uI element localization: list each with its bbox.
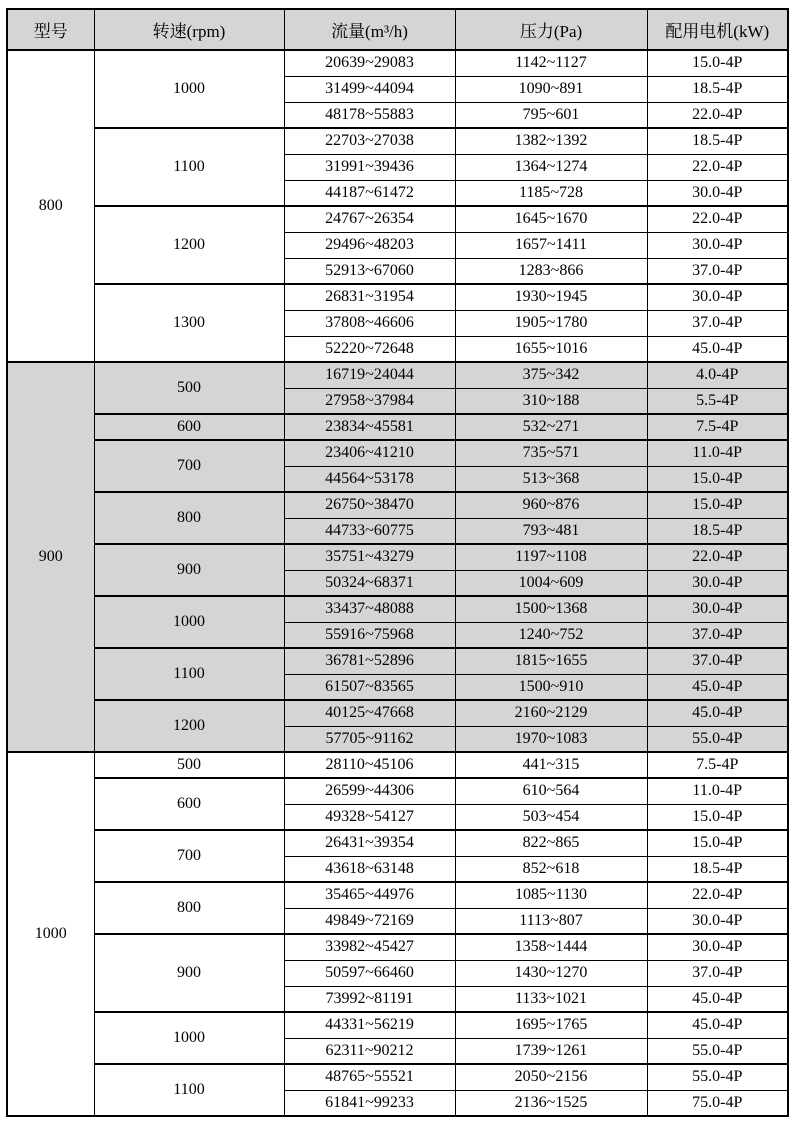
- table-body: [7, 50, 788, 1116]
- pressure-cell: 795~601: [455, 102, 647, 128]
- flow-cell: 22703~27038: [284, 128, 455, 154]
- flow-cell: 50324~68371: [284, 570, 455, 596]
- motor-cell: 45.0-4P: [647, 700, 788, 726]
- table-row: [7, 362, 788, 388]
- pressure-cell: 1500~910: [455, 674, 647, 700]
- pressure-cell: 1739~1261: [455, 1038, 647, 1064]
- pressure-cell: 610~564: [455, 778, 647, 804]
- motor-cell: 75.0-4P: [647, 1090, 788, 1116]
- table-row: [7, 1012, 788, 1038]
- speed-cell: 800: [94, 882, 284, 934]
- model-cell: 1000: [7, 752, 94, 1116]
- motor-cell: 22.0-4P: [647, 206, 788, 232]
- motor-cell: 45.0-4P: [647, 1012, 788, 1038]
- pressure-cell: 1358~1444: [455, 934, 647, 960]
- flow-cell: 61841~99233: [284, 1090, 455, 1116]
- motor-cell: 15.0-4P: [647, 466, 788, 492]
- flow-cell: 29496~48203: [284, 232, 455, 258]
- motor-cell: 45.0-4P: [647, 674, 788, 700]
- motor-cell: 15.0-4P: [647, 492, 788, 518]
- pressure-cell: 793~481: [455, 518, 647, 544]
- flow-cell: 27958~37984: [284, 388, 455, 414]
- pressure-cell: 2160~2129: [455, 700, 647, 726]
- table-header: [7, 9, 788, 50]
- motor-cell: 22.0-4P: [647, 544, 788, 570]
- speed-cell: 1100: [94, 1064, 284, 1116]
- flow-cell: 26431~39354: [284, 830, 455, 856]
- motor-cell: 37.0-4P: [647, 648, 788, 674]
- pressure-cell: 1500~1368: [455, 596, 647, 622]
- pressure-cell: 1090~891: [455, 76, 647, 102]
- flow-cell: 26831~31954: [284, 284, 455, 310]
- flow-cell: 31499~44094: [284, 76, 455, 102]
- motor-cell: 22.0-4P: [647, 154, 788, 180]
- header-cell-model: 型号: [7, 9, 94, 50]
- pressure-cell: 1930~1945: [455, 284, 647, 310]
- motor-cell: 4.0-4P: [647, 362, 788, 388]
- table-row: [7, 206, 788, 232]
- motor-cell: 30.0-4P: [647, 596, 788, 622]
- motor-cell: 30.0-4P: [647, 284, 788, 310]
- pressure-cell: 822~865: [455, 830, 647, 856]
- flow-cell: 44564~53178: [284, 466, 455, 492]
- table-row: [7, 700, 788, 726]
- table-row: [7, 414, 788, 440]
- pressure-cell: 375~342: [455, 362, 647, 388]
- pressure-cell: 1240~752: [455, 622, 647, 648]
- speed-cell: 1200: [94, 700, 284, 752]
- pressure-cell: 1197~1108: [455, 544, 647, 570]
- flow-cell: 35751~43279: [284, 544, 455, 570]
- table-row: [7, 882, 788, 908]
- header-cell-flow: 流量(m³/h): [284, 9, 455, 50]
- flow-cell: 37808~46606: [284, 310, 455, 336]
- motor-cell: 11.0-4P: [647, 440, 788, 466]
- motor-cell: 37.0-4P: [647, 622, 788, 648]
- pressure-cell: 513~368: [455, 466, 647, 492]
- flow-cell: 50597~66460: [284, 960, 455, 986]
- flow-cell: 23834~45581: [284, 414, 455, 440]
- pressure-cell: 1645~1670: [455, 206, 647, 232]
- flow-cell: 44331~56219: [284, 1012, 455, 1038]
- motor-cell: 11.0-4P: [647, 778, 788, 804]
- pressure-cell: 1905~1780: [455, 310, 647, 336]
- table-row: [7, 284, 788, 310]
- flow-cell: 20639~29083: [284, 50, 455, 76]
- flow-cell: 40125~47668: [284, 700, 455, 726]
- motor-cell: 37.0-4P: [647, 960, 788, 986]
- pressure-cell: 503~454: [455, 804, 647, 830]
- speed-cell: 900: [94, 544, 284, 596]
- table-row: [7, 934, 788, 960]
- pressure-cell: 1142~1127: [455, 50, 647, 76]
- motor-cell: 18.5-4P: [647, 128, 788, 154]
- table-row: [7, 1064, 788, 1090]
- flow-cell: 23406~41210: [284, 440, 455, 466]
- motor-cell: 18.5-4P: [647, 76, 788, 102]
- flow-cell: 73992~81191: [284, 986, 455, 1012]
- pressure-cell: 1657~1411: [455, 232, 647, 258]
- pressure-cell: 735~571: [455, 440, 647, 466]
- motor-cell: 55.0-4P: [647, 726, 788, 752]
- pressure-cell: 1133~1021: [455, 986, 647, 1012]
- flow-cell: 35465~44976: [284, 882, 455, 908]
- speed-cell: 1200: [94, 206, 284, 284]
- table-row: [7, 50, 788, 76]
- flow-cell: 44733~60775: [284, 518, 455, 544]
- motor-cell: 7.5-4P: [647, 414, 788, 440]
- motor-cell: 15.0-4P: [647, 50, 788, 76]
- table-row: [7, 778, 788, 804]
- flow-cell: 33982~45427: [284, 934, 455, 960]
- pressure-cell: 310~188: [455, 388, 647, 414]
- speed-cell: 1000: [94, 596, 284, 648]
- speed-cell: 700: [94, 440, 284, 492]
- motor-cell: 37.0-4P: [647, 310, 788, 336]
- pressure-cell: 960~876: [455, 492, 647, 518]
- pressure-cell: 1364~1274: [455, 154, 647, 180]
- flow-cell: 52913~67060: [284, 258, 455, 284]
- flow-cell: 26750~38470: [284, 492, 455, 518]
- flow-cell: 43618~63148: [284, 856, 455, 882]
- motor-cell: 55.0-4P: [647, 1064, 788, 1090]
- speed-cell: 1300: [94, 284, 284, 362]
- pressure-cell: 1085~1130: [455, 882, 647, 908]
- motor-cell: 18.5-4P: [647, 856, 788, 882]
- flow-cell: 44187~61472: [284, 180, 455, 206]
- flow-cell: 16719~24044: [284, 362, 455, 388]
- speed-cell: 700: [94, 830, 284, 882]
- speed-cell: 600: [94, 414, 284, 440]
- motor-cell: 22.0-4P: [647, 102, 788, 128]
- spec-table: [6, 8, 789, 1117]
- speed-cell: 800: [94, 492, 284, 544]
- speed-cell: 1100: [94, 128, 284, 206]
- flow-cell: 31991~39436: [284, 154, 455, 180]
- speed-cell: 1000: [94, 1012, 284, 1064]
- speed-cell: 1000: [94, 50, 284, 128]
- motor-cell: 15.0-4P: [647, 830, 788, 856]
- pressure-cell: 1113~807: [455, 908, 647, 934]
- table-row: [7, 596, 788, 622]
- flow-cell: 49849~72169: [284, 908, 455, 934]
- motor-cell: 18.5-4P: [647, 518, 788, 544]
- header-cell-motor: 配用电机(kW): [647, 9, 788, 50]
- flow-cell: 48765~55521: [284, 1064, 455, 1090]
- table-row: [7, 492, 788, 518]
- header-cell-pressure: 压力(Pa): [455, 9, 647, 50]
- table-row: [7, 752, 788, 778]
- flow-cell: 36781~52896: [284, 648, 455, 674]
- table-row: [7, 440, 788, 466]
- flow-cell: 49328~54127: [284, 804, 455, 830]
- speed-cell: 600: [94, 778, 284, 830]
- flow-cell: 57705~91162: [284, 726, 455, 752]
- pressure-cell: 1970~1083: [455, 726, 647, 752]
- flow-cell: 28110~45106: [284, 752, 455, 778]
- speed-cell: 500: [94, 362, 284, 414]
- header-cell-speed: 转速(rpm): [94, 9, 284, 50]
- flow-cell: 33437~48088: [284, 596, 455, 622]
- motor-cell: 30.0-4P: [647, 180, 788, 206]
- pressure-cell: 1382~1392: [455, 128, 647, 154]
- speed-cell: 500: [94, 752, 284, 778]
- motor-cell: 55.0-4P: [647, 1038, 788, 1064]
- pressure-cell: 1283~866: [455, 258, 647, 284]
- pressure-cell: 1185~728: [455, 180, 647, 206]
- motor-cell: 30.0-4P: [647, 570, 788, 596]
- flow-cell: 55916~75968: [284, 622, 455, 648]
- flow-cell: 48178~55883: [284, 102, 455, 128]
- motor-cell: 45.0-4P: [647, 336, 788, 362]
- speed-cell: 1100: [94, 648, 284, 700]
- pressure-cell: 2136~1525: [455, 1090, 647, 1116]
- model-cell: 800: [7, 50, 94, 362]
- pressure-cell: 1695~1765: [455, 1012, 647, 1038]
- motor-cell: 30.0-4P: [647, 232, 788, 258]
- flow-cell: 26599~44306: [284, 778, 455, 804]
- motor-cell: 22.0-4P: [647, 882, 788, 908]
- flow-cell: 61507~83565: [284, 674, 455, 700]
- motor-cell: 15.0-4P: [647, 804, 788, 830]
- model-cell: 900: [7, 362, 94, 752]
- pressure-cell: 441~315: [455, 752, 647, 778]
- pressure-cell: 852~618: [455, 856, 647, 882]
- motor-cell: 30.0-4P: [647, 908, 788, 934]
- pressure-cell: 532~271: [455, 414, 647, 440]
- pressure-cell: 1004~609: [455, 570, 647, 596]
- flow-cell: 52220~72648: [284, 336, 455, 362]
- pressure-cell: 1655~1016: [455, 336, 647, 362]
- pressure-cell: 2050~2156: [455, 1064, 647, 1090]
- pressure-cell: 1815~1655: [455, 648, 647, 674]
- motor-cell: 7.5-4P: [647, 752, 788, 778]
- table-row: [7, 648, 788, 674]
- motor-cell: 37.0-4P: [647, 258, 788, 284]
- pressure-cell: 1430~1270: [455, 960, 647, 986]
- table-row: [7, 128, 788, 154]
- table-row: [7, 544, 788, 570]
- flow-cell: 62311~90212: [284, 1038, 455, 1064]
- table-row: [7, 830, 788, 856]
- motor-cell: 5.5-4P: [647, 388, 788, 414]
- motor-cell: 45.0-4P: [647, 986, 788, 1012]
- header-row: [7, 9, 788, 50]
- speed-cell: 900: [94, 934, 284, 1012]
- flow-cell: 24767~26354: [284, 206, 455, 232]
- motor-cell: 30.0-4P: [647, 934, 788, 960]
